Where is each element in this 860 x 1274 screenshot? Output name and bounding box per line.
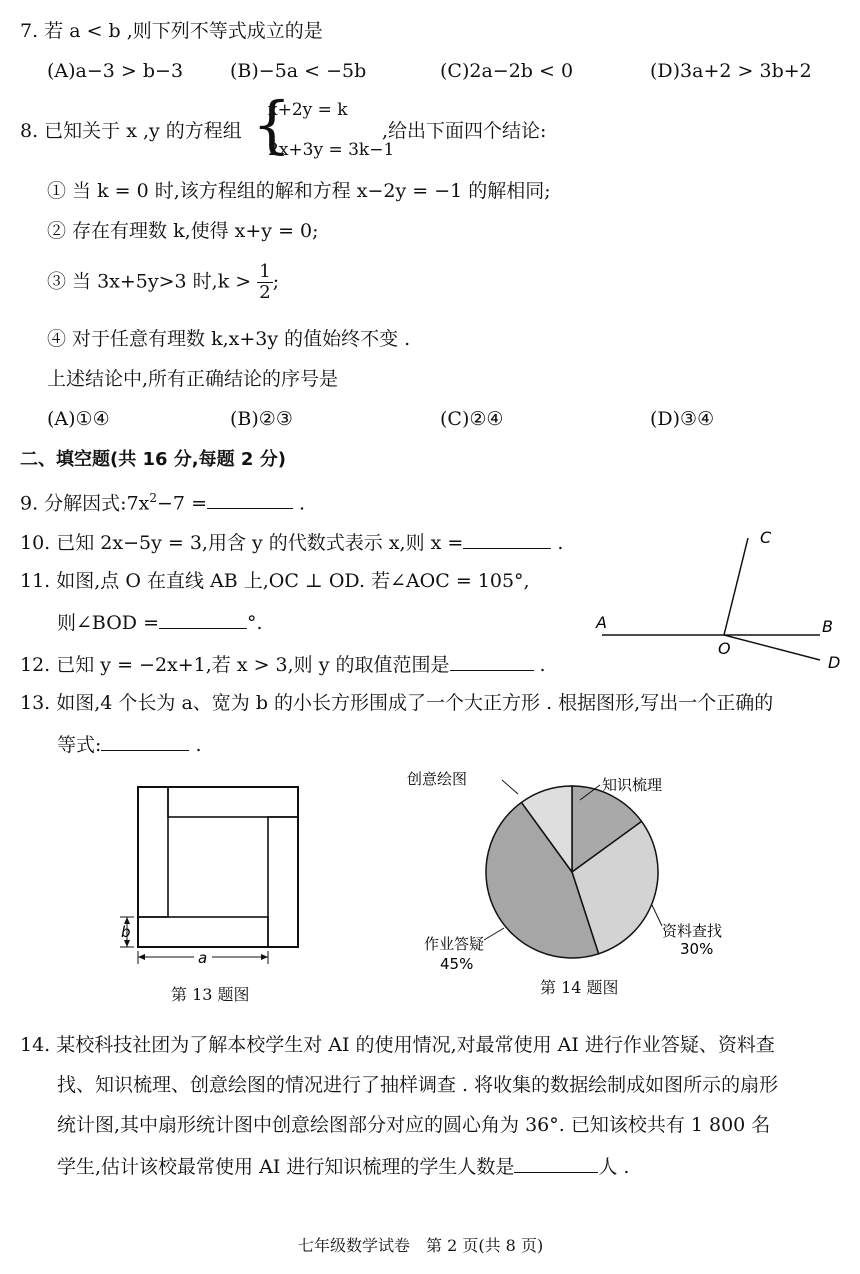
- q7-option-d: (D)3a+2 > 3b+2: [650, 60, 812, 82]
- q12-end: .: [533, 654, 546, 676]
- leader-homework: [484, 928, 504, 940]
- q8-ask: 上述结论中,所有正确结论的序号是: [47, 368, 339, 390]
- a-arrow-right: [261, 954, 268, 960]
- angle-figure: [580, 520, 860, 680]
- q14-line-3: 统计图,其中扇形统计图中创意绘图部分对应的圆心角为 36°. 已知该校共有 1 800 名: [57, 1114, 771, 1136]
- q7-stem: 7. 若 a < b ,则下列不等式成立的是: [20, 20, 323, 42]
- q8-conclusion-3: [47, 262, 279, 303]
- fraction-numerator: 1: [259, 261, 271, 282]
- q8-equation-1: x+2y = k: [268, 100, 348, 120]
- q9-exponent: 2: [149, 491, 158, 505]
- q8-stem-suffix: ,给出下面四个结论:: [382, 120, 547, 142]
- q11-text: 则∠BOD =: [57, 612, 160, 634]
- q12-answer-blank[interactable]: [450, 654, 534, 671]
- label-creative: 创意绘图: [407, 770, 468, 788]
- label-homework-pct: 45%: [440, 955, 474, 973]
- q13-line-1: 13. 如图,4 个长为 a、宽为 b 的小长方形围成了一个大正方形 . 根据图形,写出一个正确的: [20, 692, 774, 714]
- q9-text-2: −7 =: [157, 492, 207, 515]
- outer-square: [138, 787, 298, 947]
- section-title: 二、填空题(共 16 分,每题 2 分): [20, 449, 286, 470]
- q13-end: .: [189, 734, 202, 756]
- q14-line-1: 14. 某校科技社团为了解本校学生对 AI 的使用情况,对最常使用 AI 进行作业答疑、资料查: [20, 1034, 775, 1056]
- label-c: C: [760, 528, 772, 547]
- q10-text: 10. 已知 2x−5y = 3,用含 y 的代数式表示 x,则 x =: [20, 532, 464, 554]
- q11-end: °.: [247, 612, 263, 634]
- q14-text: 学生,估计该校最常使用 AI 进行知识梳理的学生人数是: [57, 1156, 515, 1178]
- page-footer: 七年级数学试卷 第 2 页(共 8 页): [298, 1236, 544, 1255]
- label-o: O: [718, 639, 731, 658]
- b-arrow-down: [124, 940, 130, 947]
- q8-conclusion-1: ① 当 k = 0 时,该方程组的解和方程 x−2y = −1 的解相同;: [47, 180, 551, 202]
- q7-option-b: (B)−5a < −5b: [230, 60, 367, 82]
- q14-end: 人 .: [598, 1156, 630, 1178]
- q14-line-2: 找、知识梳理、创意绘图的情况进行了抽样调查 . 将收集的数据绘制成如图所示的扇形: [57, 1074, 779, 1096]
- label-b-dim: b: [121, 923, 131, 941]
- ray-od: [724, 635, 820, 660]
- q10-answer-blank[interactable]: [463, 532, 551, 549]
- rect-right: [268, 817, 298, 947]
- q7-option-c: (C)2a−2b < 0: [440, 60, 574, 82]
- q8-option-d: (D)③④: [650, 408, 715, 430]
- q14-answer-blank[interactable]: [514, 1156, 598, 1173]
- q12-text: 12. 已知 y = −2x+1,若 x > 3,则 y 的取值范围是: [20, 654, 450, 676]
- fraction-one-half: [257, 262, 272, 303]
- label-a-dim: a: [198, 949, 208, 967]
- leader-creative: [502, 780, 518, 794]
- q9-answer-blank[interactable]: [207, 492, 293, 509]
- q13-answer-blank[interactable]: [101, 734, 189, 751]
- pie-slices: [486, 786, 658, 958]
- q8-conclusion-2: ② 存在有理数 k,使得 x+y = 0;: [47, 220, 319, 242]
- q11-line-1: 11. 如图,点 O 在直线 AB 上,OC ⊥ OD. 若∠AOC = 105°,: [20, 570, 530, 592]
- label-research: 资料查找: [662, 922, 723, 940]
- figure-14-caption: 第 14 题图: [540, 978, 619, 997]
- rect-top: [168, 787, 298, 817]
- q13-text: 等式:: [57, 734, 102, 756]
- q10-end: .: [551, 532, 564, 554]
- q8-stem-prefix: 8. 已知关于 x ,y 的方程组: [20, 120, 242, 142]
- q8-conclusion-3-text: ③ 当 3x+5y>3 时,k >: [47, 270, 252, 293]
- a-arrow-left: [138, 954, 145, 960]
- q7-option-a: (A)a−3 > b−3: [47, 60, 184, 82]
- q11-line-2: [57, 612, 263, 633]
- q12-line: [20, 654, 546, 675]
- figure-13-caption: 第 13 题图: [171, 985, 250, 1004]
- q9-text: 9. 分解因式:7x: [20, 492, 150, 515]
- q8-option-c: (C)②④: [440, 408, 504, 430]
- label-b: B: [822, 617, 833, 636]
- square-figure: [110, 780, 320, 970]
- q13-line-2: [57, 734, 202, 755]
- label-knowledge: 知识梳理: [602, 776, 663, 794]
- q9-end: .: [292, 492, 306, 515]
- rect-bottom: [138, 917, 268, 947]
- q14-line-4: [57, 1156, 629, 1177]
- q9-line: [20, 492, 305, 513]
- label-d: D: [828, 653, 841, 672]
- q8-conclusion-4: ④ 对于任意有理数 k,x+3y 的值始终不变 .: [47, 328, 411, 350]
- leader-research: [652, 905, 662, 926]
- label-a: A: [596, 613, 607, 632]
- q8-option-b: (B)②③: [230, 408, 293, 430]
- ray-oc: [724, 538, 748, 635]
- label-research-pct: 30%: [680, 940, 714, 958]
- q11-answer-blank[interactable]: [159, 612, 247, 629]
- q8-option-a: (A)①④: [47, 408, 110, 430]
- fraction-denominator: 2: [259, 281, 271, 303]
- q10-line: [20, 532, 563, 553]
- q8-equation-2: 2x+3y = 3k−1: [268, 140, 395, 160]
- rect-left: [138, 787, 168, 917]
- q8-conclusion-3-end: ;: [272, 270, 280, 293]
- pie-chart: [400, 760, 760, 990]
- system-brace: {: [252, 88, 292, 161]
- label-homework: 作业答疑: [424, 935, 485, 953]
